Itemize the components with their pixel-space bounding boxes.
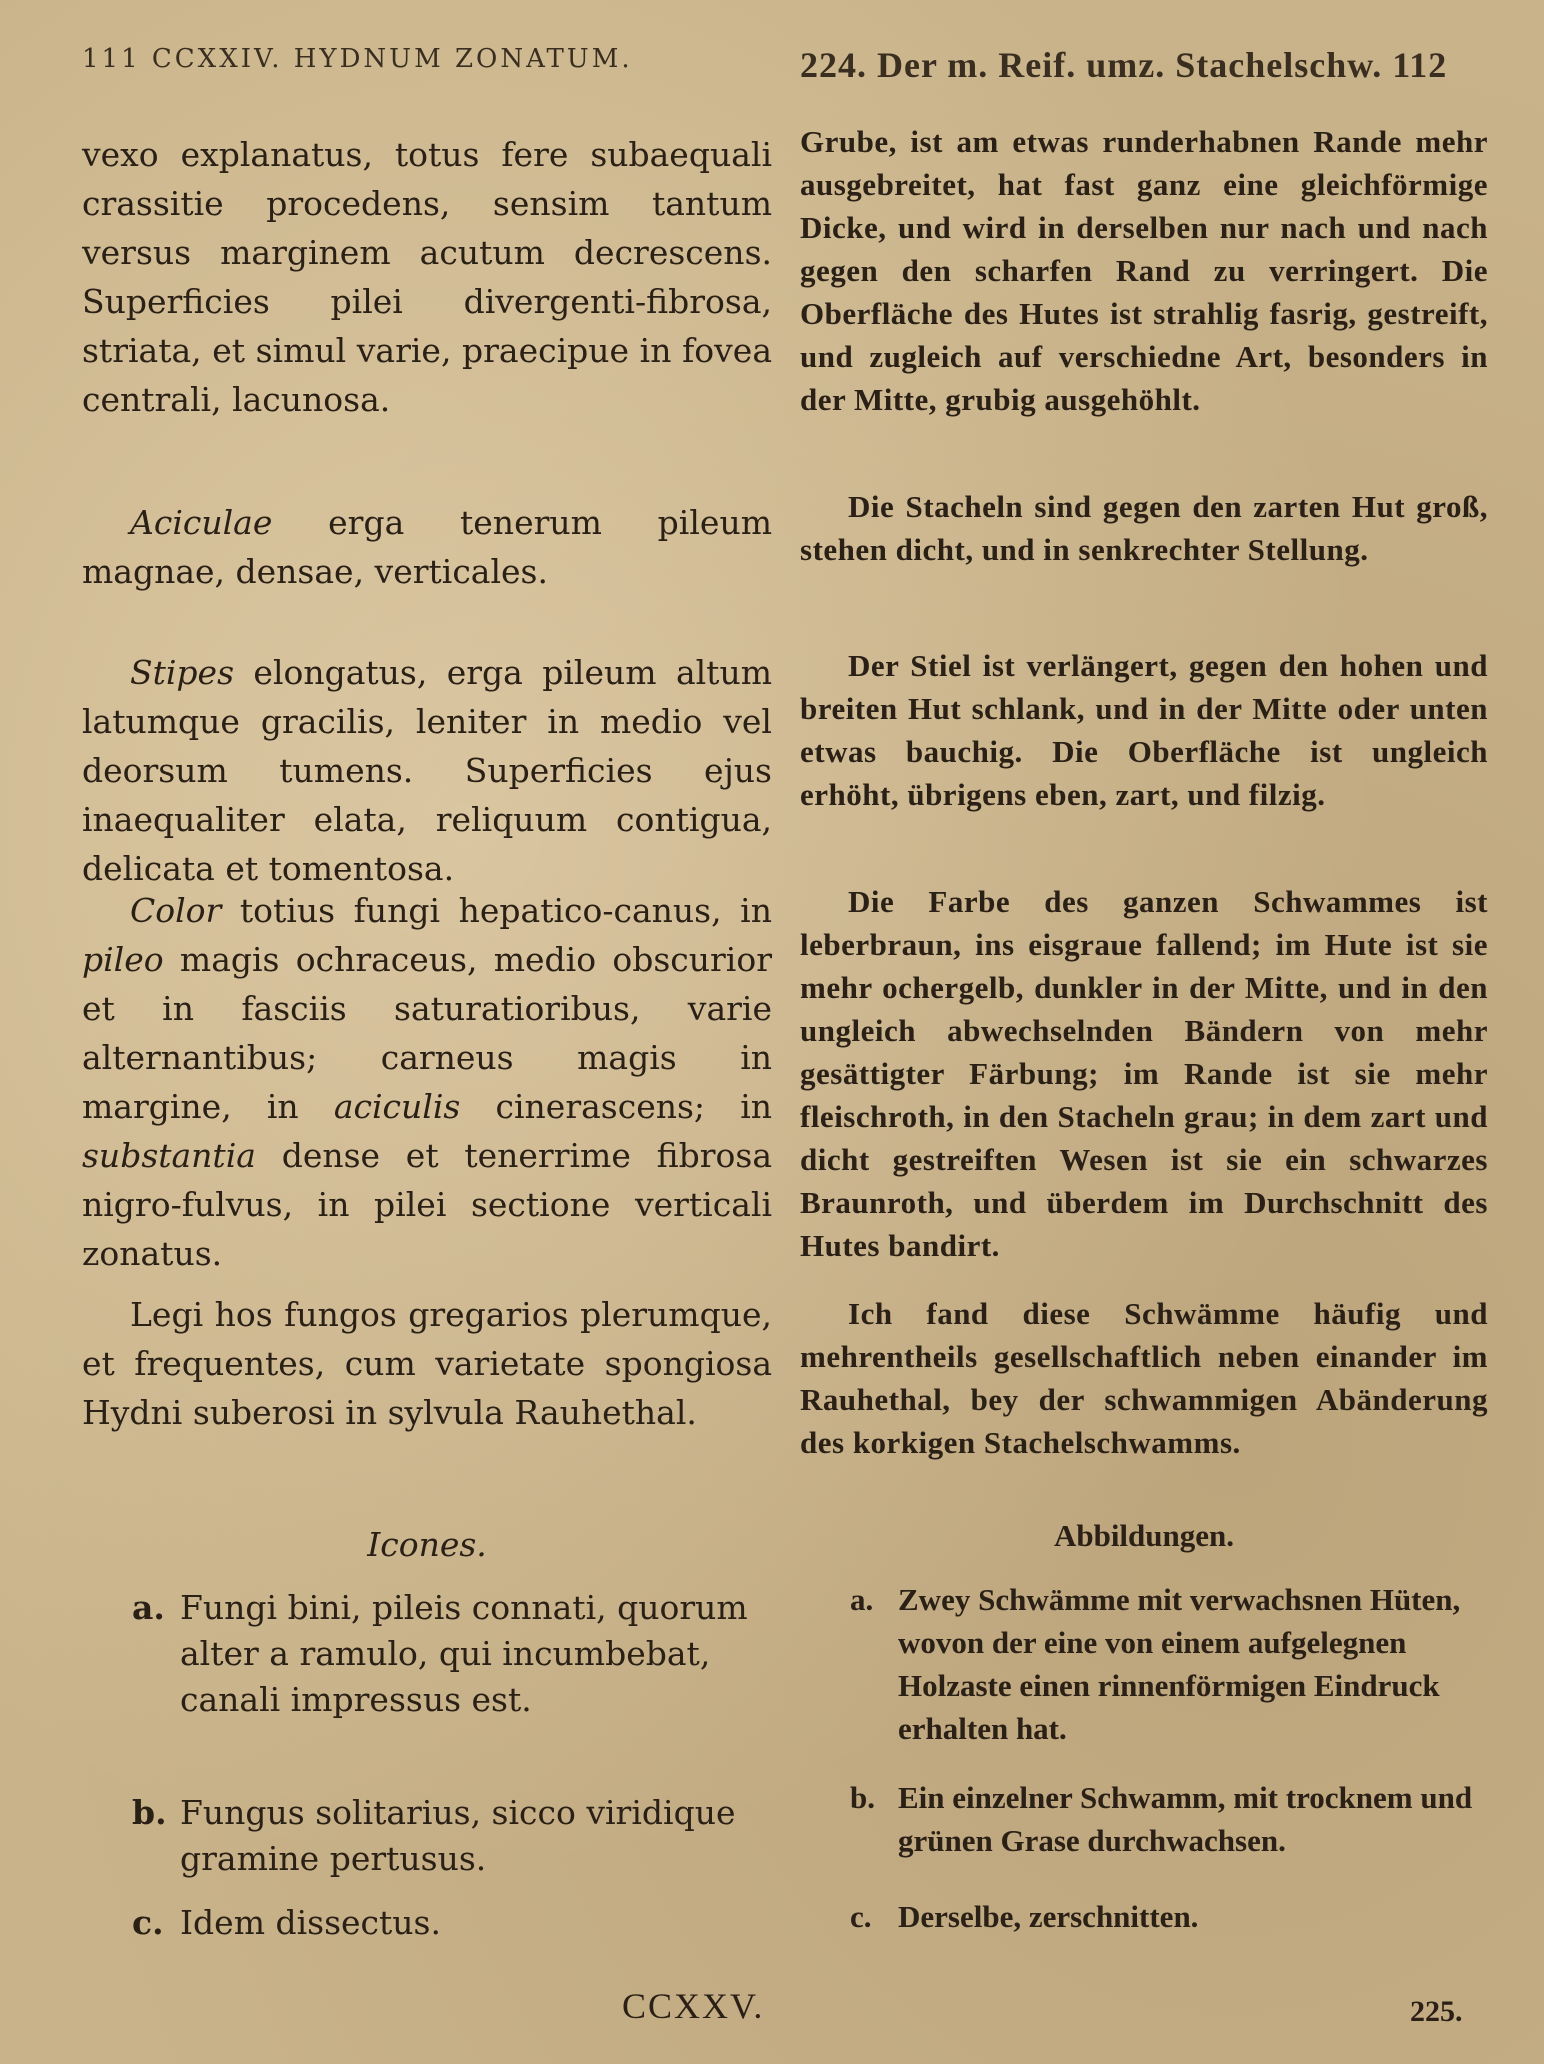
right-running-header: 224. Der m. Reif. umz. Stachelschw. 112 [800,45,1448,85]
page-number: 225. [1410,1995,1463,2028]
left-paragraph-habitat: Legi hos fungos gregarios plerumque, et frequentes, cum varietate spongiosa Hydni suberosi in sylvula Rauhethal. [82,1295,772,1432]
abb-item-a [850,1578,1490,1750]
term-color: Color [130,891,222,930]
aciculae-text: erga tenerum pileum magnae, densae, verticales. [82,503,772,591]
icon-item-c [132,1900,772,1946]
icon-item-label: a. [132,1588,165,1627]
abb-item-label: b. [850,1780,875,1815]
right-paragraph-fundort: Ich fand diese Schwämme häufig und mehrentheils gesellschaftlich neben einander im Rauhethal, bey der schwammigen Abänderung des korkigen Stachelschwamms. [800,1296,1488,1460]
term-stipes: Stipes [130,653,235,692]
icon-item-a [132,1585,772,1723]
color-text-d: dense et tenerrime fibrosa nigro-fulvus, in pilei sectione verticali zonatus. [82,1136,772,1273]
stipes-text: elongatus, erga pileum altum latumque gracilis, leniter in medio vel deorsum tumens. Superficies ejus inaequaliter elata, reliquum contigua, delicata et tomentosa. [82,653,772,888]
icon-item-text: Fungi bini, pileis connati, quorum alter a ramulo, qui incumbebat, canali impressus est. [180,1588,748,1719]
icon-item-text: Idem dissectus. [180,1903,441,1942]
abb-item-c [850,1895,1490,1938]
signature-mark: CCXXV. [622,1986,765,2026]
color-text-b: magis ochraceus, medio obscurior et in fasciis saturatioribus, varie alternantibus; carneus magis in margine, in [82,940,772,1126]
color-text-c: cinerascens; in [460,1087,773,1126]
left-running-header: 111 CCXXIV. HYDNUM ZONATUM. [82,44,633,74]
icon-item-text: Fungus solitarius, sicco viridique gramine pertusus. [180,1793,736,1878]
icon-item-label: b. [132,1793,167,1832]
right-paragraph-stacheln: Die Stacheln sind gegen den zarten Hut groß, stehen dicht, und in senkrechter Stellung. [800,489,1488,567]
left-paragraph-pileus: vexo explanatus, totus fere subaequali crassitie procedens, sensim tantum versus marginem acutum decrescens. Superficies pilei divergenti-fibrosa, striata, et simul varie, praecipue in fovea centrali, lacunosa. [82,135,772,419]
abbildungen-title: Abbildungen. [1053,1518,1235,1553]
abb-item-text: Zwey Schwämme mit verwachsnen Hüten, wovon der eine von einem aufgelegnen Holzaste einen rinnenförmigen Eindruck erhalten hat. [898,1582,1461,1746]
color-text-a: totius fungi hepatico-canus, in [221,891,772,930]
icon-item-label: c. [132,1903,164,1942]
term-substantia: substantia [82,1136,256,1175]
abb-item-label: c. [850,1899,872,1934]
abb-item-b [850,1776,1490,1862]
right-paragraph-stiel: Der Stiel ist verlängert, gegen den hohen und breiten Hut schlank, und in der Mitte oder unten etwas bauchig. Die Oberfläche ist ungleich erhöht, übrigens eben, zart, und filzig. [800,648,1488,812]
left-paragraph-color [82,886,772,1278]
right-paragraph-hut: Grube, ist am etwas runderhabnen Rande mehr ausgebreitet, hat fast ganz eine gleichförmige Dicke, und wird in derselben nur nach und nach gegen den scharfen Rand zu verringert. Die Oberfläche des Hutes ist strahlig fasrig, gestreift, und zugleich auf verschiedne Art, besonders in der Mitte, grubig ausgehöhlt. [800,124,1488,417]
abb-item-label: a. [850,1582,874,1617]
right-paragraph-farbe: Die Farbe des ganzen Schwammes ist leberbraun, ins eisgraue fallend; im Hute ist sie mehr ochergelb, dunkler in der Mitte, und in den ungleich abwechselnden Bändern von mehr gesättigter Färbung; im Rande ist sie mehr fleischroth, in den Stacheln grau; in dem zart und dicht gestreiften Wesen ist sie ein schwarzes Braunroth, und überdem im Durchschnitt des Hutes bandirt. [800,884,1488,1263]
term-aciculae: Aciculae [130,503,273,542]
abb-item-text: Derselbe, zerschnitten. [898,1899,1199,1934]
abb-item-text: Ein einzelner Schwamm, mit trocknem und grünen Grase durchwachsen. [898,1780,1473,1858]
term-pileo: pileo [82,940,164,979]
left-paragraph-aciculae [82,498,772,596]
left-paragraph-stipes [82,648,772,893]
icon-item-b [132,1790,772,1882]
term-aciculis: aciculis [333,1087,461,1126]
icones-title: Icones. [367,1525,487,1564]
